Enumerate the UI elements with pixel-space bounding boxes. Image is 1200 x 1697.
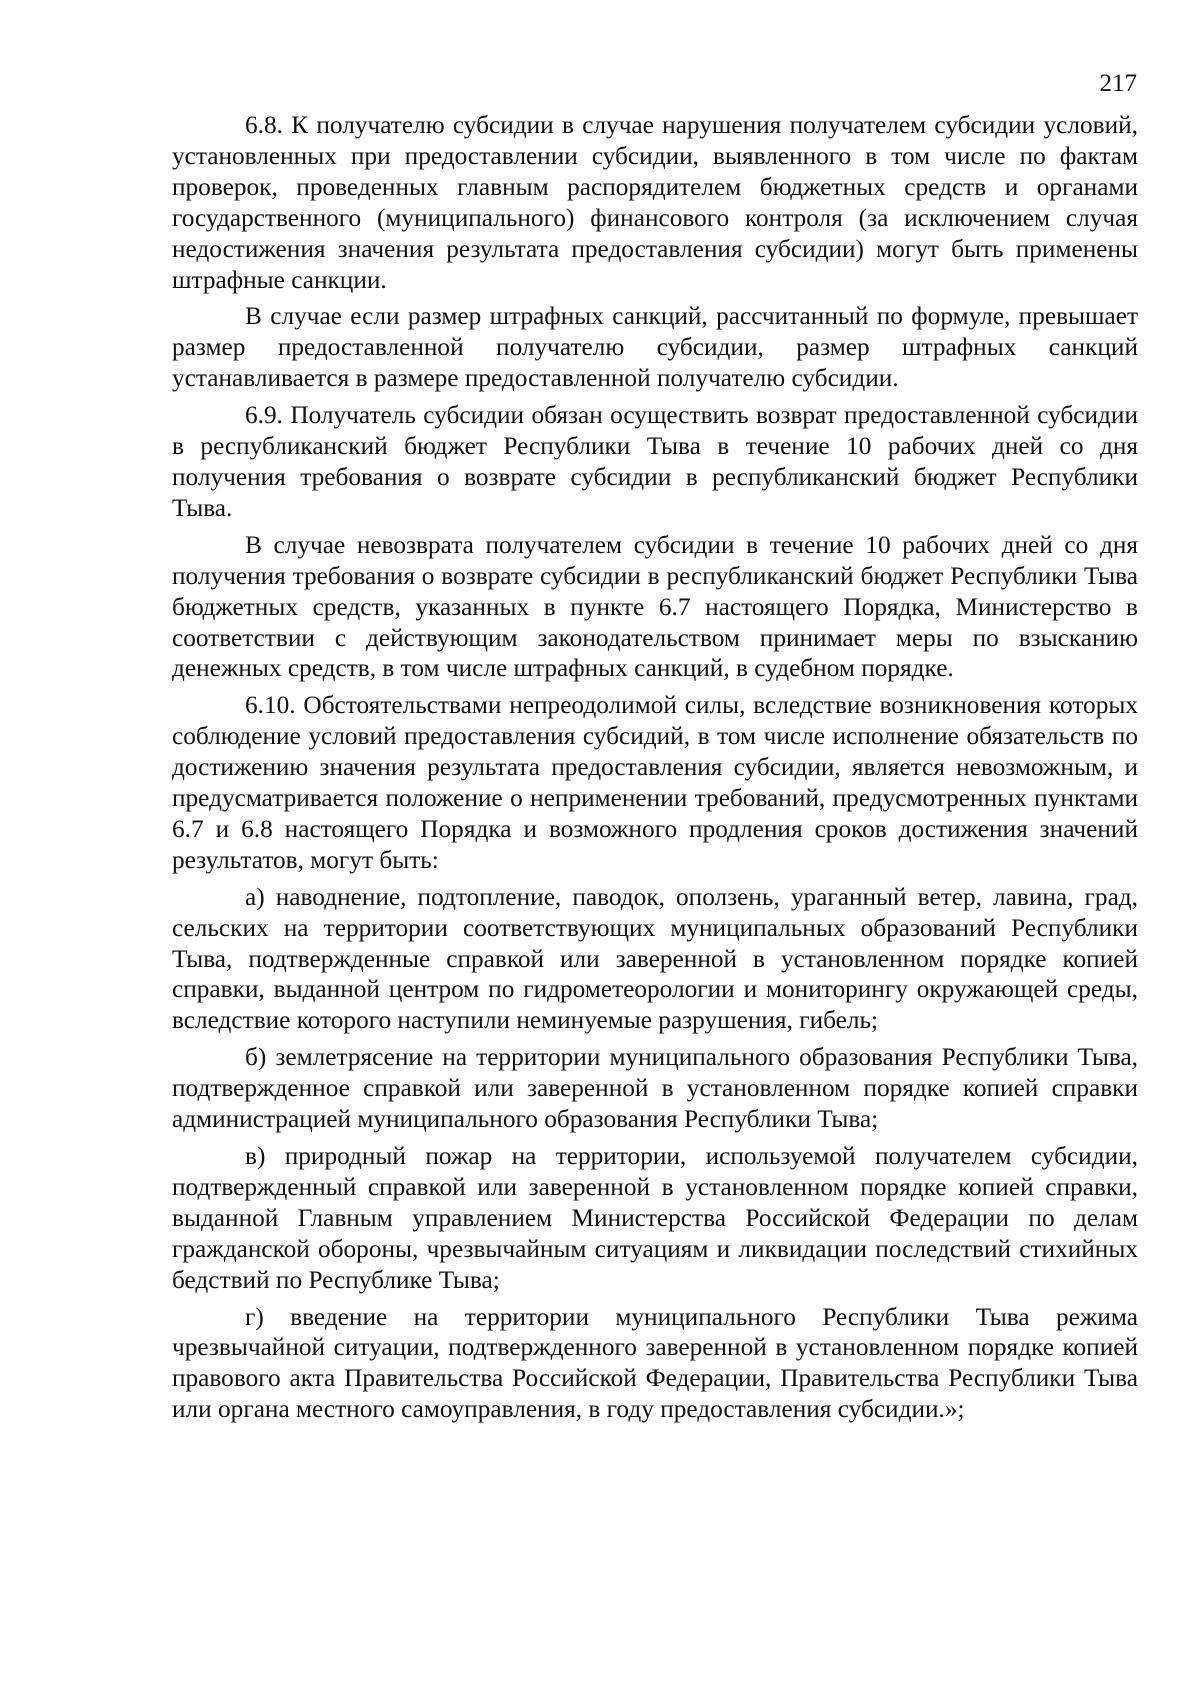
list-item-b: б) землетрясение на территории муниципального образования Республики Тыва, подтвержденное справкой или заверенной в установленном порядке копией справки администрацией муниципального образования Республики Тыва;	[172, 1043, 1138, 1134]
page-number: 217	[1099, 70, 1137, 97]
document-body	[172, 110, 1138, 1431]
list-item-v: в) природный пожар на территории, используемой получателем субсидии, подтвержденный справкой или заверенной в установленном порядке копией справки, выданной Главным управлением Министерства Российской Федерации по делам гражданской обороны, чрезвычайным ситуациям и ликвидации последствий стихийных бедствий по Республике Тыва;	[172, 1142, 1138, 1294]
paragraph-penalty-limit: В случае если размер штрафных санкций, рассчитанный по формуле, превышает размер предоставленной получателю субсидии, размер штрафных санкций устанавливается в размере предоставленной получателю субсидии.	[172, 302, 1138, 393]
list-item-g: г) введение на территории муниципального Республики Тыва режима чрезвычайной ситуации, подтвержденного заверенной в установленном порядке копией правового акта Правительства Российской Федерации, Правительства Республики Тыва или органа местного самоуправления, в году предоставления субсидии.»;	[172, 1302, 1138, 1424]
paragraph-non-return: В случае невозврата получателем субсидии в течение 10 рабочих дней со дня получения требования о возврате субсидии в республиканский бюджет Республики Тыва бюджетных средств, указанных в пункте 6.7 настоящего Порядка, Министерство в соответствии с действующим законодательством принимает меры по взысканию денежных средств, в том числе штрафных санкций, в судебном порядке.	[172, 530, 1138, 683]
paragraph-6-10: 6.10. Обстоятельствами непреодолимой силы, вследствие возникновения которых соблюдение условий предоставления субсидий, в том числе исполнение обязательств по достижению значения результата предоставления субсидии, является невозможным, и предусматривается положение о неприменении требований, предусмотренных пунктами 6.7 и 6.8 настоящего Порядка и возможного продления сроков достижения значений результатов, могут быть:	[172, 691, 1138, 874]
list-item-a: а) наводнение, подтопление, паводок, оползень, ураганный ветер, лавина, град, сельских на территории соответствующих муниципальных образований Республики Тыва, подтвержденные справкой или заверенной в установленном порядке копией справки, выданной центром по гидрометеорологии и мониторингу окружающей среды, вследствие которого наступили неминуемые разрушения, гибель;	[172, 882, 1138, 1035]
paragraph-6-8: 6.8. К получателю субсидии в случае нарушения получателем субсидии условий, установленных при предоставлении субсидии, выявленного в том числе по фактам проверок, проведенных главным распорядителем бюджетных средств и органами государственного (муниципального) финансового контроля (за исключением случая недостижения значения результата предоставления субсидии) могут быть применены штрафные санкции.	[172, 111, 1138, 294]
paragraph-6-9: 6.9. Получатель субсидии обязан осуществить возврат предоставленной субсидии в республиканский бюджет Республики Тыва в течение 10 рабочих дней со дня получения требования о возврате субсидии в республиканский бюджет Республики Тыва.	[172, 401, 1138, 522]
